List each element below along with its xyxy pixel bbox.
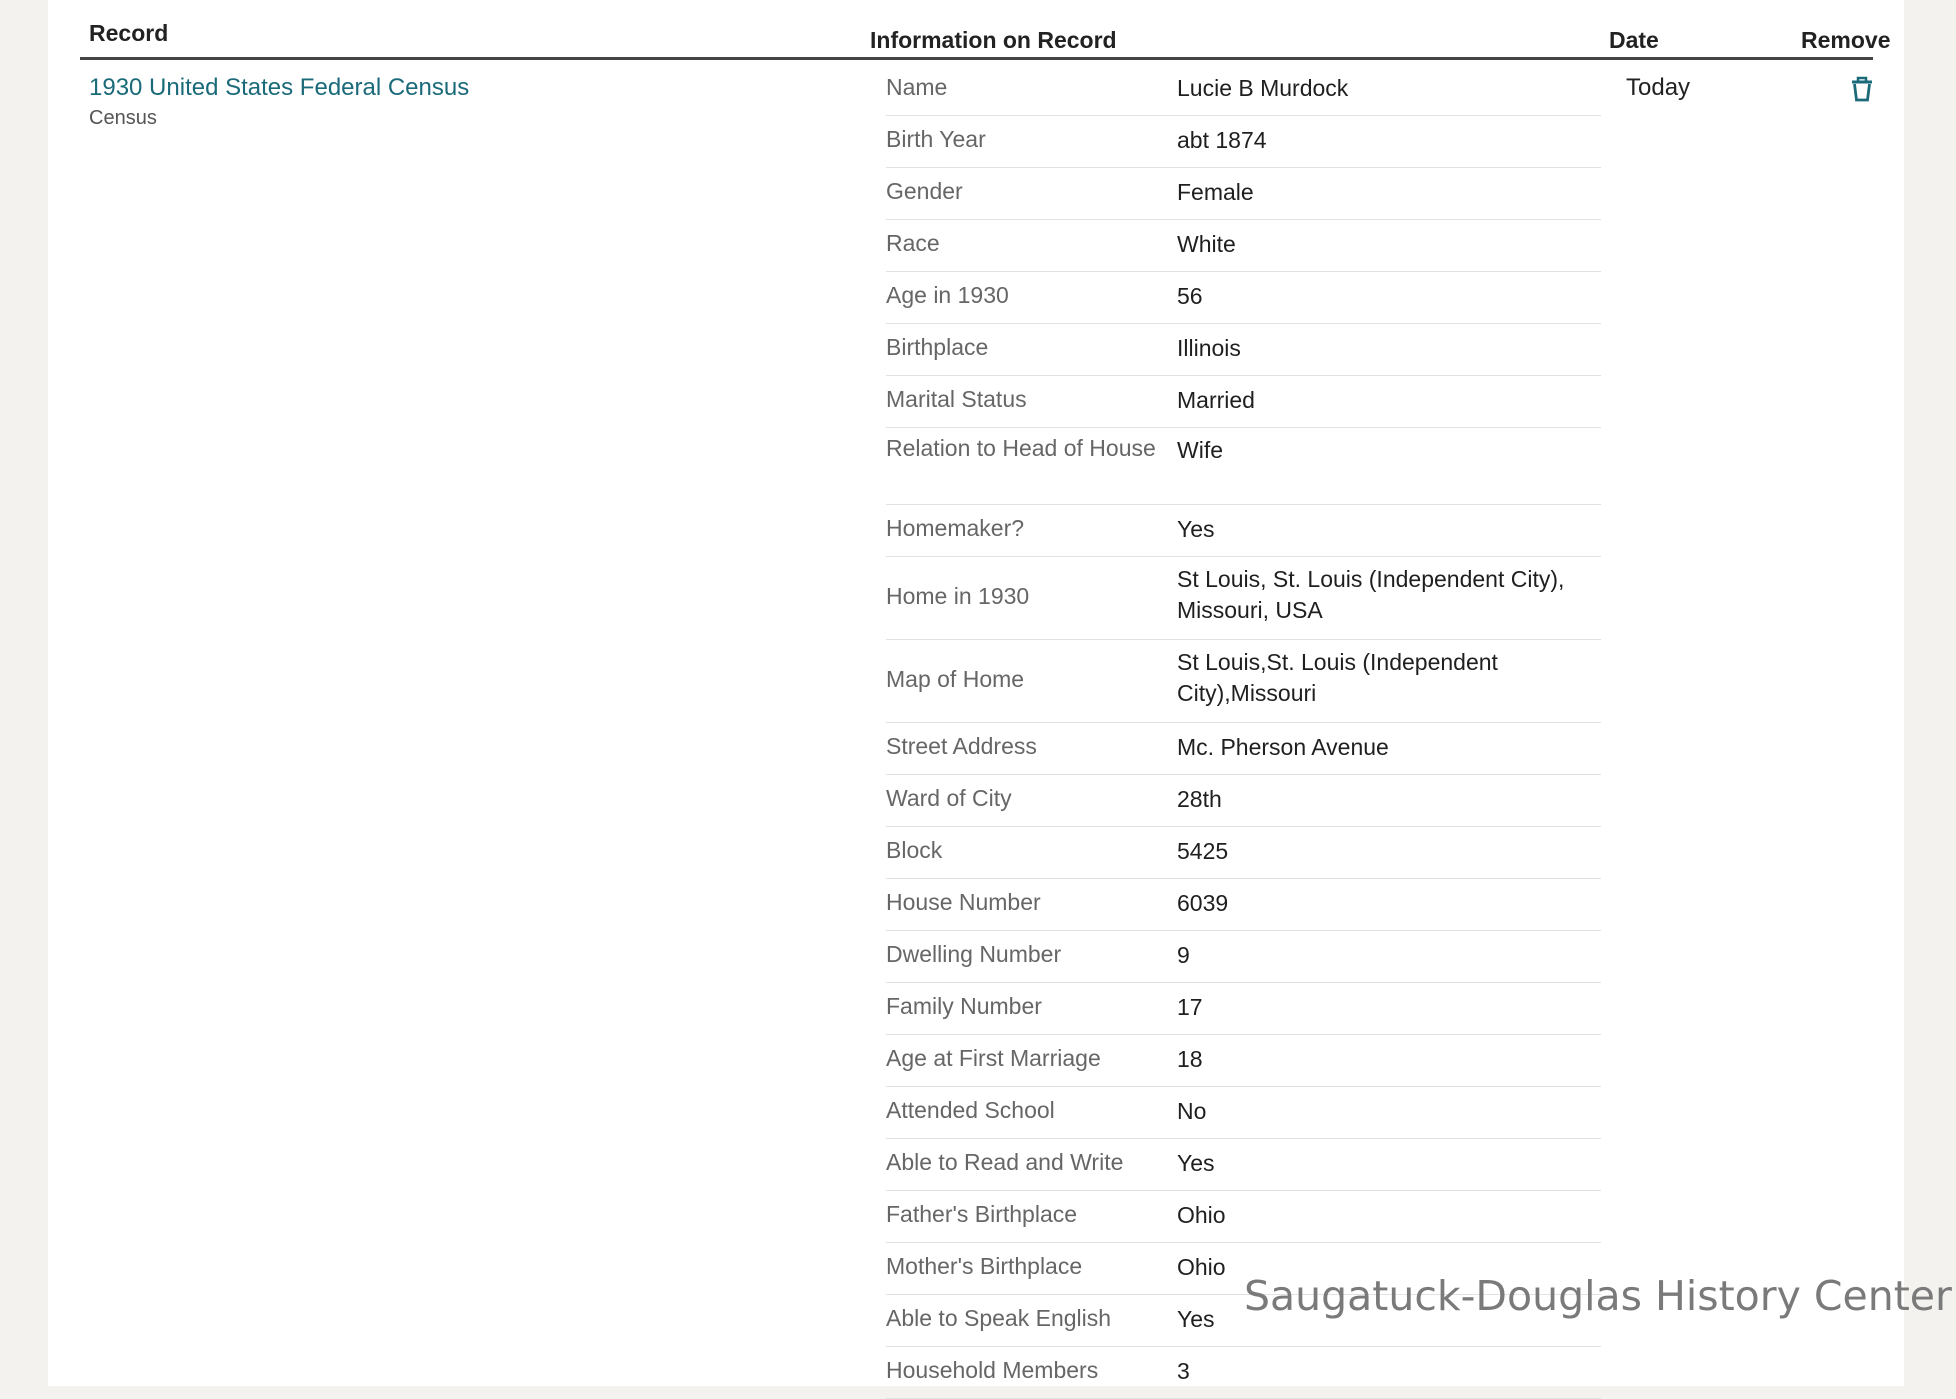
header-date: Date (1609, 27, 1659, 53)
field-value: St Louis, St. Louis (Independent City), Missouri, USA (1177, 566, 1565, 623)
field-value: 9 (1177, 942, 1190, 968)
field-label: Age in 1930 (886, 282, 1009, 308)
field-value: 5425 (1177, 838, 1229, 864)
record-fields-list (886, 64, 1601, 1399)
field-row (886, 505, 1601, 557)
header-remove: Remove (1801, 27, 1891, 53)
field-value: Female (1177, 179, 1254, 205)
field-value: abt 1874 (1177, 127, 1267, 153)
field-label: Homemaker? (886, 515, 1025, 541)
field-value: 6039 (1177, 890, 1229, 916)
field-label: House Number (886, 889, 1041, 915)
field-row (886, 931, 1601, 983)
field-value: 3 (1177, 1358, 1190, 1384)
field-row (886, 1139, 1601, 1191)
record-date: Today (1626, 74, 1691, 101)
field-row (886, 1087, 1601, 1139)
field-row (886, 220, 1601, 272)
field-label: Birth Year (886, 126, 986, 152)
field-row (886, 640, 1601, 723)
field-value: St Louis,St. Louis (Independent City),Missouri (1177, 649, 1498, 706)
field-value: 17 (1177, 994, 1203, 1020)
field-label: Household Members (886, 1357, 1099, 1383)
field-label: Able to Speak English (886, 1305, 1112, 1331)
field-row (886, 557, 1601, 640)
field-row (886, 376, 1601, 428)
field-row (886, 324, 1601, 376)
field-row (886, 827, 1601, 879)
field-value: 28th (1177, 786, 1222, 812)
record-type: Census (89, 107, 157, 129)
field-value: White (1177, 231, 1236, 257)
field-value: Ohio (1177, 1202, 1226, 1228)
field-row (886, 879, 1601, 931)
field-value: Married (1177, 387, 1255, 413)
table-header (80, 0, 1891, 60)
field-value: Wife (1177, 437, 1223, 463)
field-row (886, 983, 1601, 1035)
field-value: No (1177, 1098, 1207, 1124)
field-row (886, 1347, 1601, 1399)
field-value: Illinois (1177, 335, 1241, 361)
field-value: Yes (1177, 516, 1215, 542)
header-record: Record (89, 20, 169, 46)
field-value: 18 (1177, 1046, 1203, 1072)
field-row (886, 428, 1601, 505)
field-label: Age at First Marriage (886, 1045, 1101, 1071)
records-panel (48, 0, 1904, 1386)
field-label: Able to Read and Write (886, 1149, 1124, 1175)
field-value: Yes (1177, 1150, 1215, 1176)
field-label: Street Address (886, 733, 1037, 759)
field-row (886, 723, 1601, 775)
field-label: Birthplace (886, 334, 989, 360)
field-label: Map of Home (886, 666, 1025, 692)
watermark: Saugatuck-Douglas History Center (1244, 1272, 1952, 1320)
field-label: Father's Birthplace (886, 1201, 1078, 1227)
field-label: Marital Status (886, 386, 1027, 412)
field-label: Ward of City (886, 785, 1012, 811)
field-label: Race (886, 230, 940, 256)
field-row (886, 116, 1601, 168)
field-label: Name (886, 74, 948, 100)
field-value: 56 (1177, 283, 1203, 309)
field-row (886, 168, 1601, 220)
field-label: Attended School (886, 1097, 1055, 1123)
trash-icon[interactable] (1849, 75, 1875, 103)
field-value: Yes (1177, 1306, 1215, 1332)
header-information: Information on Record (870, 27, 1117, 53)
field-value: Mc. Pherson Avenue (1177, 734, 1389, 760)
field-row (886, 1191, 1601, 1243)
field-label: Block (886, 837, 943, 863)
field-value: Lucie B Murdock (1177, 75, 1349, 101)
field-label: Dwelling Number (886, 941, 1062, 967)
field-row (886, 775, 1601, 827)
field-row (886, 64, 1601, 116)
field-label: Mother's Birthplace (886, 1253, 1083, 1279)
field-label: Gender (886, 178, 963, 204)
field-row (886, 272, 1601, 324)
record-title-link[interactable]: 1930 United States Federal Census (89, 74, 470, 101)
field-value: Ohio (1177, 1254, 1226, 1280)
field-label: Relation to Head of House (886, 435, 1156, 461)
field-row (886, 1035, 1601, 1087)
field-label: Home in 1930 (886, 583, 1030, 609)
field-label: Family Number (886, 993, 1042, 1019)
